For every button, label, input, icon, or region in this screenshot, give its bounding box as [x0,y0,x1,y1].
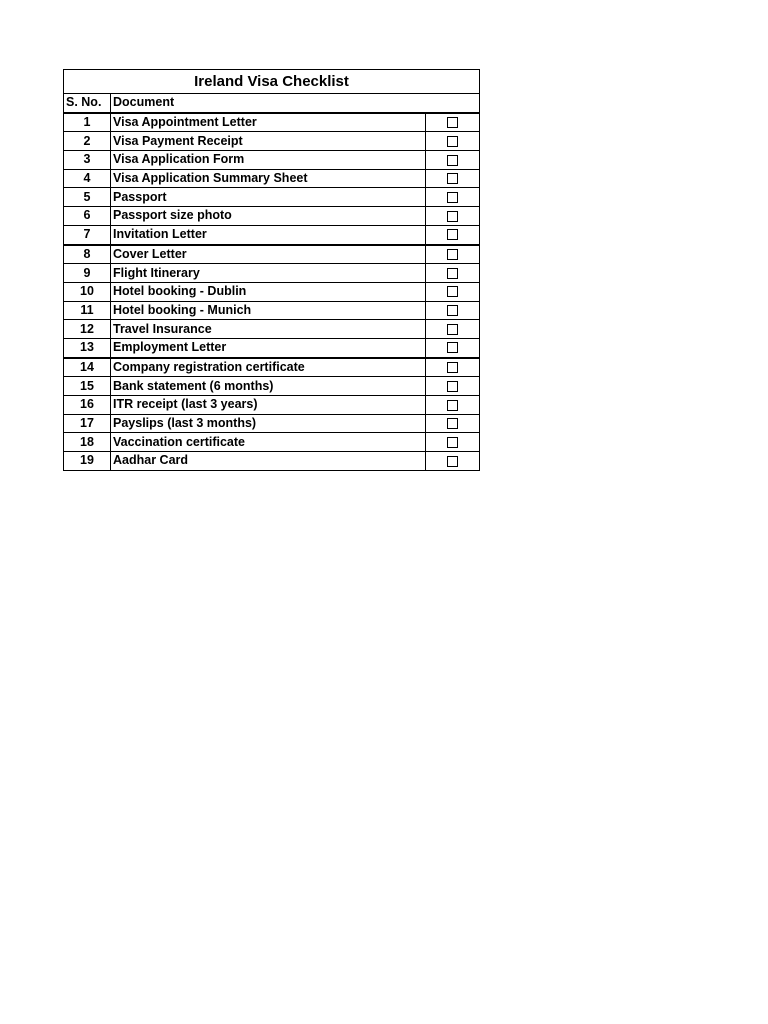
checkbox[interactable] [447,192,458,203]
row-document: Cover Letter [111,245,426,264]
table-row [64,301,480,320]
checkbox[interactable] [447,400,458,411]
table-row [64,320,480,339]
row-number: 4 [64,169,111,188]
checkbox[interactable] [447,229,458,240]
row-number: 17 [64,414,111,433]
row-check-cell [426,132,480,151]
header-document: Document [111,94,426,113]
row-check-cell [426,452,480,471]
checkbox[interactable] [447,362,458,373]
row-document: ITR receipt (last 3 years) [111,396,426,415]
checkbox[interactable] [447,324,458,335]
checkbox[interactable] [447,136,458,147]
table-row [64,169,480,188]
checkbox[interactable] [447,342,458,353]
header-sno: S. No. [64,94,111,113]
row-check-cell [426,169,480,188]
row-check-cell [426,433,480,452]
row-check-cell [426,188,480,207]
row-check-cell [426,414,480,433]
row-number: 1 [64,113,111,132]
checkbox[interactable] [447,249,458,260]
checkbox[interactable] [447,286,458,297]
row-number: 13 [64,338,111,357]
row-number: 7 [64,225,111,244]
row-document: Bank statement (6 months) [111,377,426,396]
checkbox[interactable] [447,437,458,448]
row-document: Aadhar Card [111,452,426,471]
row-document: Passport [111,188,426,207]
row-document: Vaccination certificate [111,433,426,452]
row-number: 10 [64,282,111,301]
table-row [64,377,480,396]
checklist-rows [64,113,480,471]
row-number: 12 [64,320,111,339]
row-number: 19 [64,452,111,471]
table-row [64,225,480,244]
checkbox[interactable] [447,211,458,222]
row-check-cell [426,377,480,396]
table-row [64,132,480,151]
row-document: Visa Appointment Letter [111,113,426,132]
row-check-cell [426,320,480,339]
row-check-cell [426,151,480,170]
row-check-cell [426,264,480,283]
visa-checklist-table [63,69,480,471]
row-check-cell [426,301,480,320]
table-row [64,207,480,226]
row-check-cell [426,282,480,301]
row-number: 6 [64,207,111,226]
header-row [64,94,480,113]
table-row [64,264,480,283]
table-row [64,188,480,207]
row-document: Visa Application Summary Sheet [111,169,426,188]
header-check [426,94,480,113]
row-number: 3 [64,151,111,170]
checkbox[interactable] [447,381,458,392]
row-document: Invitation Letter [111,225,426,244]
checkbox[interactable] [447,117,458,128]
row-number: 11 [64,301,111,320]
table-row [64,433,480,452]
table-row [64,245,480,264]
row-document: Travel Insurance [111,320,426,339]
row-number: 15 [64,377,111,396]
row-document: Visa Payment Receipt [111,132,426,151]
row-document: Company registration certificate [111,358,426,377]
row-document: Visa Application Form [111,151,426,170]
row-check-cell [426,113,480,132]
table-row [64,452,480,471]
checkbox[interactable] [447,173,458,184]
checkbox[interactable] [447,155,458,166]
row-check-cell [426,358,480,377]
row-document: Passport size photo [111,207,426,226]
row-number: 18 [64,433,111,452]
table-row [64,151,480,170]
table-row [64,414,480,433]
row-document: Hotel booking - Dublin [111,282,426,301]
checkbox[interactable] [447,456,458,467]
row-check-cell [426,207,480,226]
row-document: Employment Letter [111,338,426,357]
row-document: Hotel booking - Munich [111,301,426,320]
table-row [64,396,480,415]
row-document: Flight Itinerary [111,264,426,283]
row-number: 8 [64,245,111,264]
table-row [64,113,480,132]
row-number: 9 [64,264,111,283]
checkbox[interactable] [447,418,458,429]
row-check-cell [426,338,480,357]
row-number: 5 [64,188,111,207]
row-number: 2 [64,132,111,151]
table-row [64,282,480,301]
row-check-cell [426,396,480,415]
row-document: Payslips (last 3 months) [111,414,426,433]
row-check-cell [426,225,480,244]
table-row [64,358,480,377]
table-row [64,338,480,357]
checkbox[interactable] [447,305,458,316]
checkbox[interactable] [447,268,458,279]
title-row [64,70,480,94]
row-check-cell [426,245,480,264]
row-number: 16 [64,396,111,415]
row-number: 14 [64,358,111,377]
checklist-title: Ireland Visa Checklist [64,70,480,94]
